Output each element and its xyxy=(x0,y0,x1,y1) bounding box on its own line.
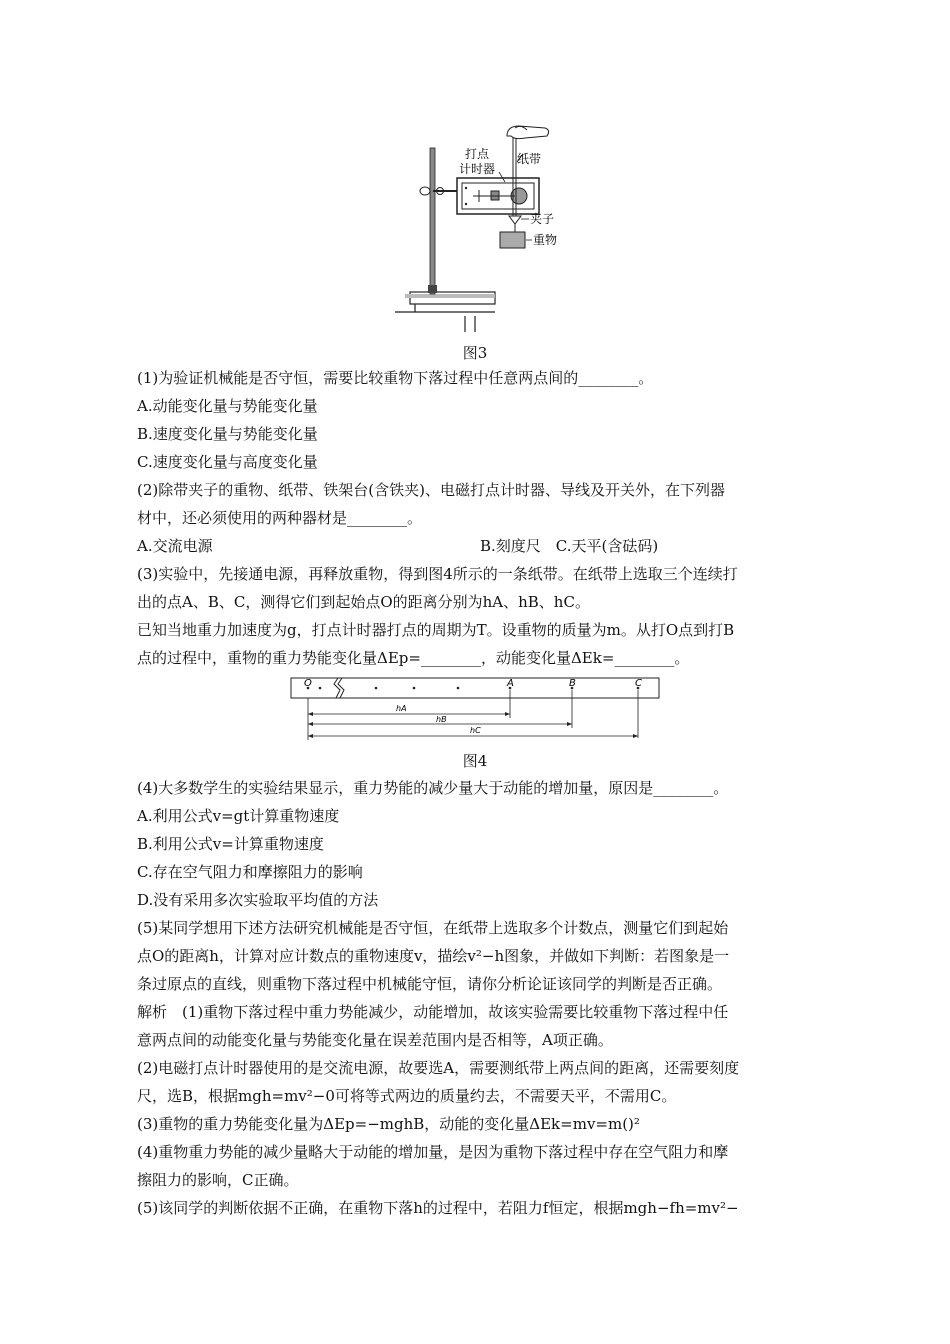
text-line: 尺，选B，根据mgh=mv²−0可将等式两边的质量约去，不需要天平，不需用C。 xyxy=(137,1087,677,1105)
figure-3-caption: 图3 xyxy=(462,344,488,362)
text-line: 点O的距离h，计算对应计数点的重物速度v，描绘v²−h图象，并做如下判断：若图象是一 xyxy=(137,947,730,965)
figure-3-apparatus xyxy=(395,122,565,334)
point-label-C: C xyxy=(635,678,642,689)
point-label-B: B xyxy=(569,678,576,689)
text-line: A.交流电源 xyxy=(137,537,213,555)
text-line: 点的过程中，重物的重力势能变化量ΔEp=________，动能变化量ΔEk=________。 xyxy=(137,649,690,667)
label-weight: 重物 xyxy=(533,233,558,247)
text-line: 条过原点的直线，则重物下落过程中机械能守恒，请你分析论证该同学的判断是否正确。 xyxy=(137,975,723,993)
text-line: (2)电磁打点计时器使用的是交流电源，故要选A，需要测纸带上两点间的距离，还需要刻度 xyxy=(137,1059,740,1077)
text-line: 意两点间的动能变化量与势能变化量在误差范围内是否相等，A项正确。 xyxy=(137,1031,613,1049)
dim-label-hC: hC xyxy=(470,726,481,735)
text-line: 已知当地重力加速度为g，打点计时器打点的周期为T。设重物的质量为m。从打O点到打B xyxy=(137,621,735,639)
text-line: 出的点A、B、C，测得它们到起始点O的距离分别为hA、hB、hC。 xyxy=(137,593,590,611)
text-line: 擦阻力的影响，C正确。 xyxy=(137,1171,299,1189)
text-line: 解析 (1)重物下落过程中重力势能减少，动能增加，故该实验需要比较重物下落过程中任 xyxy=(137,1003,729,1021)
text-line: B.速度变化量与势能变化量 xyxy=(137,425,318,443)
text-line: C.速度变化量与高度变化量 xyxy=(137,453,318,471)
figure-4-tape xyxy=(290,676,662,742)
point-label-A: A xyxy=(507,678,514,689)
label-timer-1: 打点 xyxy=(465,147,490,161)
text-line: B.利用公式v=计算重物速度 xyxy=(137,835,324,853)
point-label-O: O xyxy=(304,678,312,689)
dim-label-hB: hB xyxy=(436,715,447,724)
text-line: A.动能变化量与势能变化量 xyxy=(137,397,318,415)
options-b-c: B.刻度尺 C.天平(含砝码) xyxy=(480,537,659,555)
text-line: D.没有采用多次实验取平均值的方法 xyxy=(137,891,379,909)
tape-strip xyxy=(291,678,659,698)
text-line: (5)该同学的判断依据不正确，在重物下落h的过程中，若阻力f恒定，根据mgh−fh=mv²− xyxy=(137,1199,739,1217)
text-line: C.存在空气阻力和摩擦阻力的影响 xyxy=(137,863,363,881)
figure-4-caption: 图4 xyxy=(462,752,488,770)
text-line: (2)除带夹子的重物、纸带、铁架台(含铁夹)、电磁打点计时器、导线及开关外，在下列器 xyxy=(137,481,725,499)
text-line: (1)为验证机械能是否守恒，需要比较重物下落过程中任意两点间的________。 xyxy=(137,369,654,387)
text-line: (3)重物的重力势能变化量为ΔEp=−mghB，动能的变化量ΔEk=mv=m()² xyxy=(137,1115,640,1133)
text-line: (5)某同学想用下述方法研究机械能是否守恒，在纸带上选取多个计数点，测量它们到起始 xyxy=(137,919,729,937)
weight-block xyxy=(500,232,525,248)
stand-pole xyxy=(430,148,435,294)
text-line: (3)实验中，先接通电源，再释放重物，得到图4所示的一条纸带。在纸带上选取三个连续打 xyxy=(137,565,738,583)
label-clip: 夹子 xyxy=(530,212,555,226)
text-line: (4)大多数学生的实验结果显示，重力势能的减少量大于动能的增加量，原因是________。 xyxy=(137,779,729,797)
dim-label-hA: hA xyxy=(396,704,407,713)
text-line: 材中，还必须使用的两种器材是________。 xyxy=(137,509,423,527)
label-tape: 纸带 xyxy=(517,152,542,166)
text-line: A.利用公式v=gt计算重物速度 xyxy=(137,807,340,825)
label-timer-2: 计时器 xyxy=(459,162,496,176)
text-line: (4)重物重力势能的减少量略大于动能的增加量，是因为重物下落过程中存在空气阻力和摩 xyxy=(137,1143,729,1161)
